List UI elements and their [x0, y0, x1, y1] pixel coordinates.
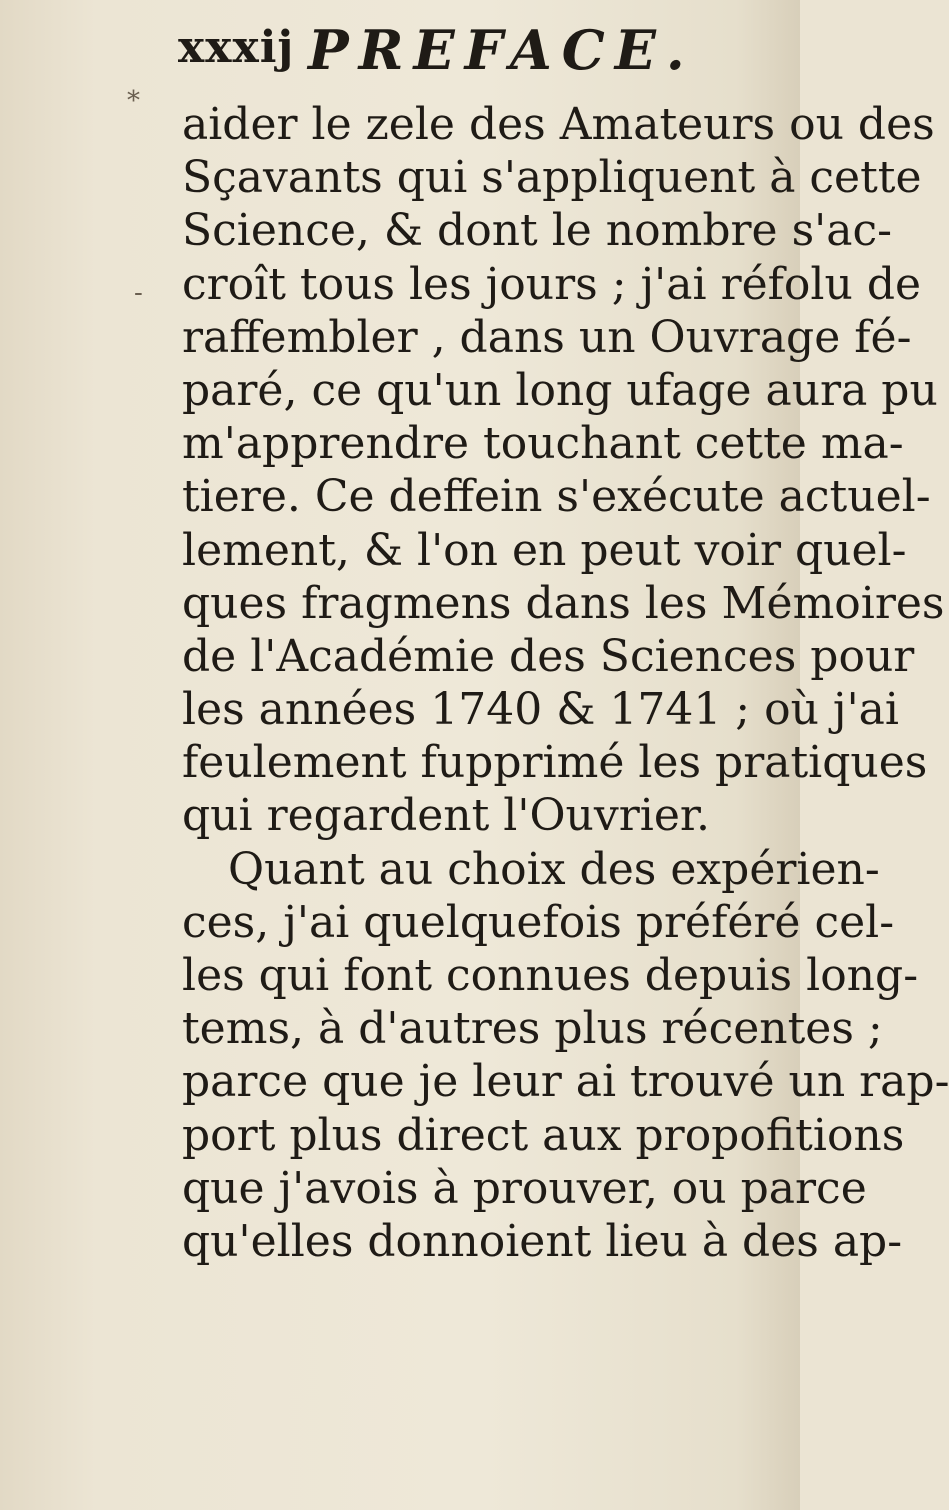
text-line: qu'elles donnoient lieu à des ap-: [182, 1215, 903, 1267]
text-line: de l'Académie des Sciences pour: [182, 630, 915, 682]
text-line: les qui font connues depuis long-: [182, 950, 919, 1001]
text-line: tems, à d'autres plus récentes ;: [182, 1003, 883, 1055]
text-line: lement, & l'on en peut voir quel-: [182, 524, 907, 576]
text-line: qui regardent l'Ouvrier.: [182, 790, 711, 842]
text-line: que j'avois à prouver, ou parce: [182, 1162, 867, 1214]
text-line: port plus direct aux propofitions: [182, 1109, 905, 1161]
text-line: paré, ce qu'un long ufage aura pu: [182, 364, 938, 416]
text-line: raffembler , dans un Ouvrage fé-: [182, 311, 912, 363]
text-line: tiere. Ce deffein s'exécute actuel-: [182, 471, 931, 523]
text-line: Science, & dont le nombre s'ac-: [182, 205, 892, 257]
text-line: feulement fupprimé les pratiques: [182, 737, 928, 789]
margin-mark: -: [134, 278, 143, 308]
text-line: Sçavants qui s'appliquent à cette: [182, 152, 922, 204]
text-line: parce que je leur ai trouvé un rap-: [182, 1056, 949, 1108]
text-line: ques fragmens dans les Mémoires: [182, 577, 945, 629]
text-line: aider le zele des Amateurs ou des: [182, 99, 935, 150]
text-line: les années 1740 & 1741 ; où j'ai: [182, 684, 899, 736]
body-text: [182, 98, 949, 1268]
running-head: PREFACE.: [308, 18, 695, 82]
text-line: croît tous les jours ; j'ai réfolu de: [182, 258, 922, 310]
text-line: m'apprendre touchant cette ma-: [182, 418, 904, 470]
text-line: ces, j'ai quelquefois préféré cel-: [182, 896, 895, 948]
margin-mark: *: [127, 86, 140, 116]
text-line: Quant au choix des expérien-: [228, 843, 880, 895]
page-number: xxxij: [178, 22, 295, 73]
page-header: [178, 18, 778, 88]
